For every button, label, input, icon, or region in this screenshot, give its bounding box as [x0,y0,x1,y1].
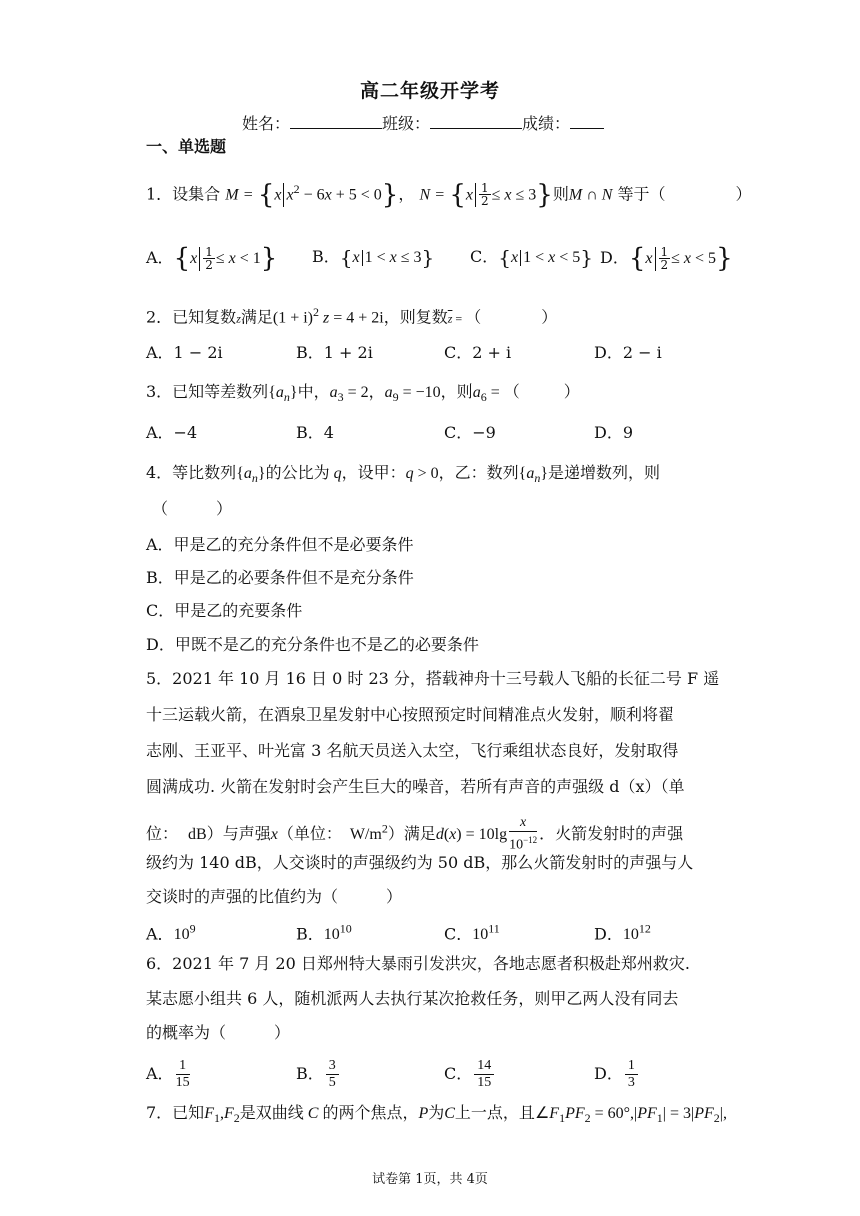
section-heading: 一、单选题 [146,137,227,156]
q5-text-e: ．火箭发射时的声强 [539,823,684,843]
q5-line-3: 志刚、王亚平、叶光富 3 名航天员送入太空，飞行乘组状态良好，发射取得 [146,741,679,760]
option-label: D． [600,248,629,267]
q4-option-b[interactable]: B．甲是乙的必要条件但不是充分条件 [146,568,414,587]
name-blank[interactable] [290,114,382,129]
q3-option-c[interactable]: C．−9 [444,423,496,442]
option-label: C． [470,247,499,266]
q4-text-2: 的公比为 [265,463,330,482]
student-info [242,111,604,134]
q2-paren: ） [541,307,558,327]
q3-text-2: 中， [297,382,330,401]
q3-option-a[interactable]: A．−4 [146,423,198,442]
numerator: 1 [625,1058,638,1075]
name-label: 姓名： [242,114,291,133]
q6-option-b[interactable] [296,1058,341,1091]
option-label: B． [296,924,324,944]
q3-option-b[interactable]: B．4 [296,423,334,442]
q1-text-2: 则 [552,184,569,204]
question-4: 4．等比数列$\{a_n\}$的公比为 q，设甲：q > 0，乙：数列$\{a_n\}$是递增数列，则 [146,463,661,486]
q5-line-5: 位： dB）与声强x（单位： $W/m^2$）满足d(x) = 10lg $\frac{x}{10^{-12}}$ ．火箭发射时的声强 [146,815,684,853]
q6-option-a[interactable] [146,1058,192,1091]
option-label: A． [146,1064,174,1083]
page-footer: 试卷第 1页，共 4页 [372,1172,488,1187]
q6-line-2: 某志愿小组共 6 人，随机派两人去执行某次抢救任务，则甲乙两人没有同去 [146,989,679,1008]
q4-paren: （ ） [152,499,233,518]
q3-text-3: ， [368,382,385,401]
q5-option-b[interactable]: B．$10^{10}$ [296,922,352,944]
q5-text-d: ）满足 [387,823,436,843]
q5-text-a: 位： [146,823,179,843]
q5-line-7: 交谈时的声强的比值约为（ ） [146,887,403,906]
numerator: 1 [176,1058,190,1075]
option-label: D． [594,924,623,944]
q7-text-2: 是双曲线 [239,1103,304,1122]
option-label: C． [444,1064,473,1083]
q4-option-d[interactable]: D．甲既不是乙的充分条件也不是乙的必要条件 [146,635,479,654]
q1-option-d[interactable]: D．{x $\frac{1}{2}$ ≤ x < 5} [600,243,733,274]
q1-text: 1．设集合 [146,184,221,204]
question-7: 7．已知$F_1,F_2$是双曲线 C 的两个焦点，P为C上一点，且$\angle F_1PF_2 = 60^\circ,|PF_1| = 3|PF_2|$, [146,1103,727,1126]
q6-option-d[interactable] [594,1058,640,1091]
q4-text-5: 是递增数列，则 [548,463,661,482]
q2-option-a[interactable]: A．1 − 2i [146,343,223,362]
q1-option-c[interactable]: C．{x 1 < x < 5} [470,245,593,270]
q3-text: 3．已知等差数列 [146,382,269,401]
q4-option-a[interactable]: A．甲是乙的充分条件但不是必要条件 [146,535,414,554]
q2-text-3: ，则复数 [383,307,448,327]
denominator: 15 [477,1075,492,1090]
score-label: 成绩： [522,114,571,133]
question-3: 3．已知等差数列$\{a_n\}$中，$a_3 = 2$，$a_9 = -10$，则$a_6$ = （ ） [146,382,580,405]
q2-option-d[interactable]: D．2 − i [594,343,662,362]
q1-option-a[interactable]: A．{x $\frac{1}{2}$ ≤ x < 1} [146,243,278,274]
q2-text-4: （ [465,307,482,327]
numerator: 3 [326,1058,339,1075]
q3-option-d[interactable]: D．9 [594,423,634,442]
q5-line-1: 5．2021 年 10 月 16 日 0 时 23 分，搭载神舟十三号载人飞船的长征二号 F 遥 [146,669,720,688]
q2-text: 2．已知复数 [146,307,237,327]
q5-text-c: （单位： [277,823,342,843]
q1-text-3: 等于（ [617,184,666,204]
option-label: A． [146,924,174,944]
q5-line-2: 十三运载火箭，在酒泉卫星发射中心按照预定时间精准点火发射，顺利将翟 [146,705,675,724]
q3-text-4: ，则 [440,382,473,401]
q5-option-a[interactable]: A．$10^9$ [146,922,196,944]
page-title: 高二年级开学考 [359,80,500,102]
exponent: 12 [638,922,651,936]
q5-option-c[interactable]: C．$10^{11}$ [444,922,500,944]
q4-option-c[interactable]: C．甲是乙的充要条件 [146,601,303,620]
q2-text-2: 满足 [240,307,273,327]
q3-text-5: （ [503,382,520,401]
option-label: C． [444,924,473,944]
denominator: 3 [627,1075,635,1090]
q5-line-6: 级约为 140 dB，人交谈时的声强级约为 50 dB，那么火箭发射时的声强与人 [146,853,694,872]
question-2: 2．已知复数z满足$(1 + i)^2$ z = 4 + 2i，则复数$\overline{z}$ = （ ） [146,305,558,327]
exponent: 9 [189,922,196,936]
q1-paren: ） [735,184,752,204]
option-label: B． [296,1064,324,1083]
denominator: 15 [175,1075,190,1090]
q7-text-5: 上一点，且 [454,1103,535,1122]
q6-line-3: 的概率为（ ） [146,1023,291,1042]
q6-option-c[interactable] [444,1058,496,1091]
q3-paren: ） [563,382,580,401]
q7-text-4: 为 [428,1103,445,1122]
q2-option-b[interactable]: B．1 + 2i [296,343,373,362]
q2-option-c[interactable]: C．2 + i [444,343,512,362]
q5-line-4: 圆满成功. 火箭在发射时会产生巨大的噪音，若所有声音的声强级 d（x）（单 [146,777,685,796]
score-blank[interactable] [570,114,604,129]
q5-option-d[interactable]: D．$10^{12}$ [594,922,651,944]
option-label: A． [146,248,174,267]
q4-text: 4．等比数列 [146,463,237,482]
q1-option-b[interactable]: B．{x 1 < x ≤ 3} [312,245,435,270]
q4-text-3: ，设甲： [341,463,406,482]
class-blank[interactable] [430,114,522,129]
q6-line-1: 6．2021 年 7 月 20 日郑州特大暴雨引发洪灾，各地志愿者积极赴郑州救灾. [146,954,690,973]
q4-text-4: ，乙：数列 [438,463,519,482]
option-label: D． [594,1064,623,1083]
q5-text-b: dB）与声强 [188,825,271,843]
exponent: 11 [488,922,500,936]
exponent: 10 [339,922,352,936]
class-label: 班级： [382,114,431,133]
option-label: B． [312,247,340,266]
denominator: 5 [328,1075,336,1090]
q7-text-3: 的两个焦点， [322,1103,419,1122]
numerator: 14 [474,1058,494,1075]
question-1: 1．设集合 M = {x $x^2 - 6x + 5 < 0$}， N = {x $\frac{1}{2}$ ≤ x ≤ 3}则M ∩ N 等于（ ） [146,179,752,210]
q7-text: 7．已知 [146,1103,205,1122]
